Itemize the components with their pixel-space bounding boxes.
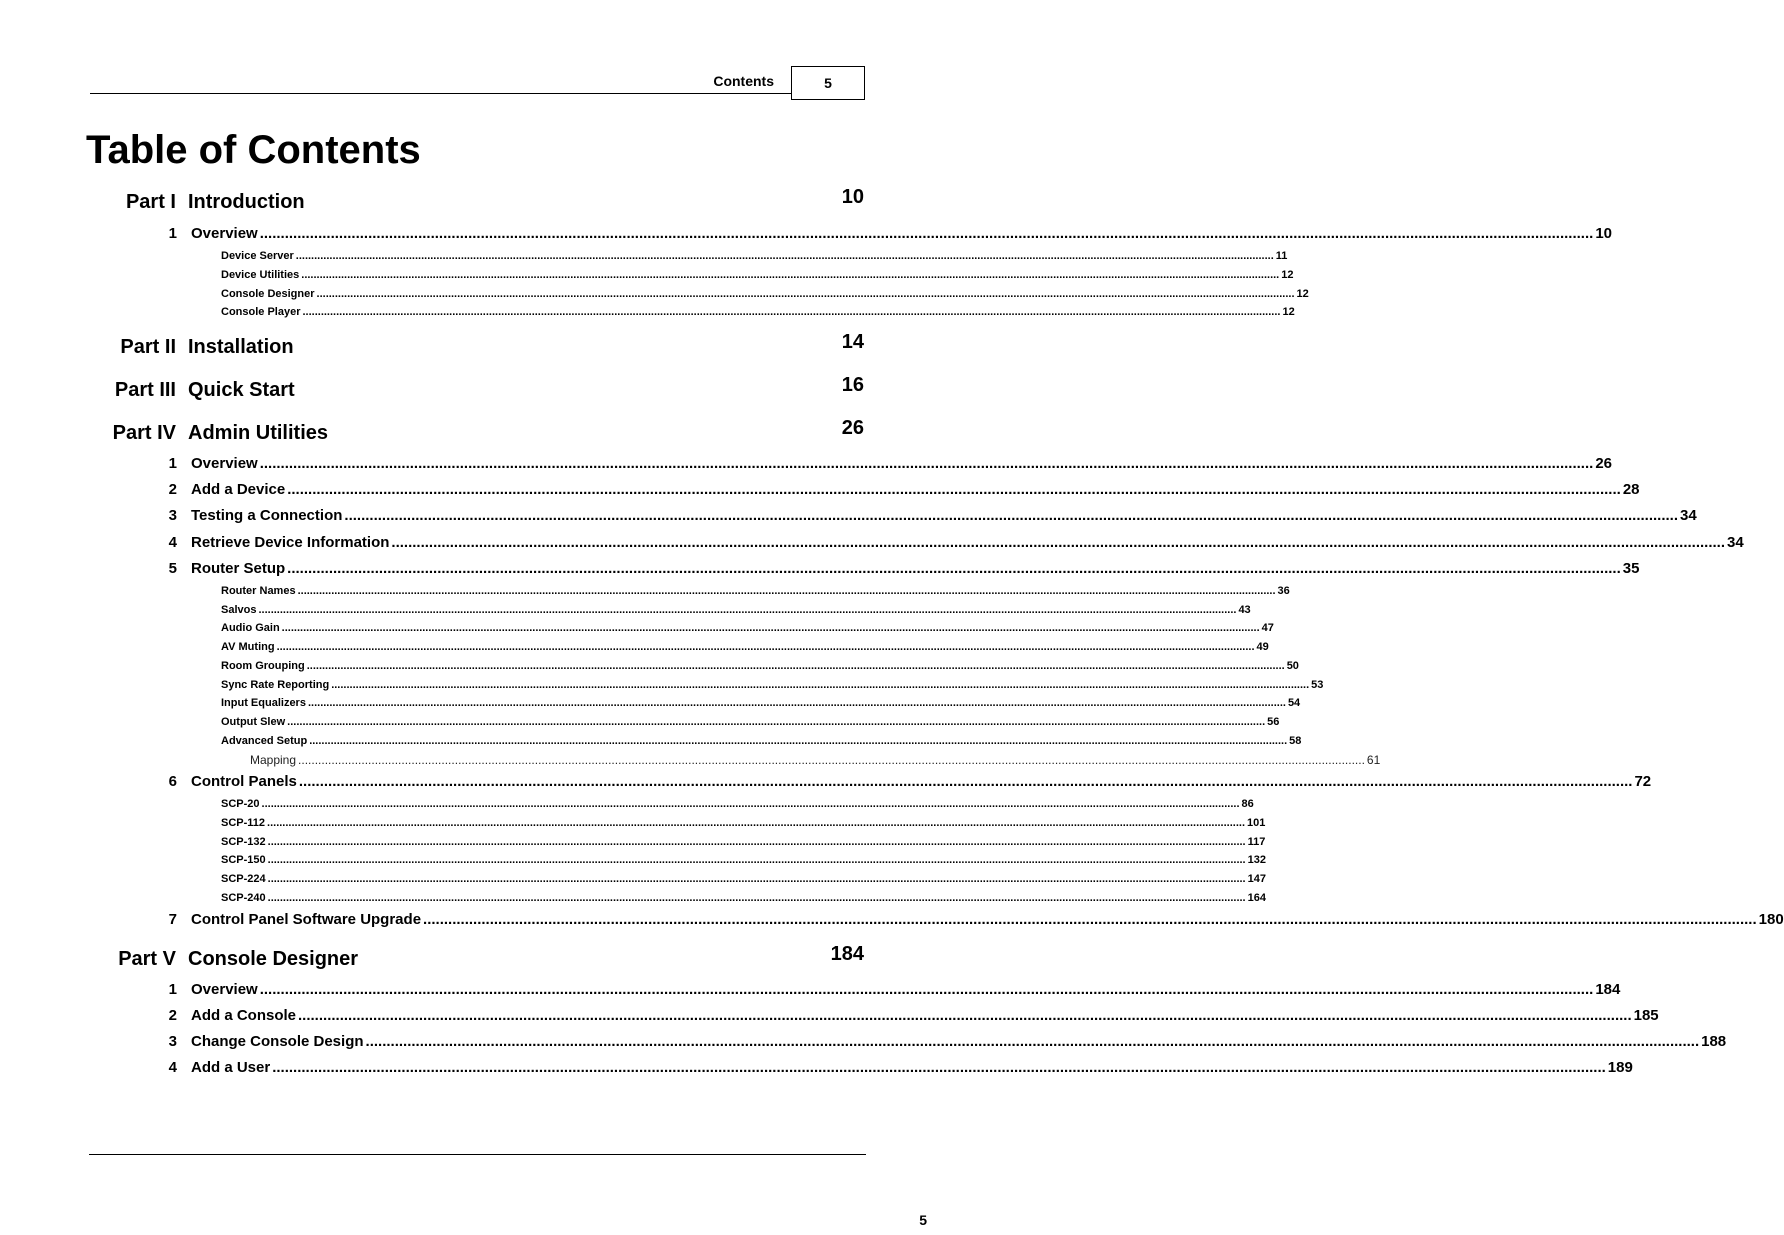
dot-leader (298, 1007, 1632, 1024)
toc-subentry[interactable] (221, 716, 1280, 732)
entry-label: AV Muting (221, 641, 275, 653)
dot-leader (317, 288, 1295, 300)
entry-label: Overview (191, 225, 258, 242)
entry-page: 132 (1247, 854, 1266, 866)
toc-subentry[interactable] (221, 622, 1274, 638)
entry-number: 1 (168, 981, 177, 998)
entry-page: 189 (1607, 1059, 1633, 1076)
part-title: Introduction (188, 191, 305, 213)
entry-page: 34 (1680, 507, 1697, 524)
toc-subentry[interactable] (221, 269, 1294, 285)
entry-page: 188 (1701, 1033, 1727, 1050)
dot-leader (309, 735, 1287, 747)
dot-leader (260, 225, 1594, 242)
dot-leader (260, 981, 1594, 998)
entry-number: 3 (168, 507, 177, 524)
dot-leader (258, 604, 1236, 616)
footer-rule (89, 1154, 866, 1155)
dot-leader (260, 455, 1594, 472)
toc-subentry[interactable] (221, 836, 1266, 852)
entry-page: 53 (1311, 679, 1324, 691)
entry-page: 101 (1247, 817, 1266, 829)
dot-leader (308, 697, 1286, 709)
dot-leader (282, 622, 1260, 634)
entry-label: SCP-112 (221, 817, 266, 829)
entry-number: 1 (168, 455, 177, 472)
toc-subentry[interactable] (221, 817, 1266, 833)
part-label: Part IV (112, 422, 176, 444)
dot-leader (268, 854, 1246, 866)
entry-label: Control Panels (191, 773, 297, 790)
toc-part-5[interactable] (0, 943, 954, 973)
entry-label: Device Server (221, 250, 294, 262)
entry-label: SCP-132 (221, 836, 266, 848)
entry-number: 4 (168, 1059, 177, 1076)
dot-leader (267, 817, 1245, 829)
entry-label: Add a Console (191, 1007, 297, 1024)
part-title: Installation (188, 336, 294, 358)
entry-page: 72 (1634, 773, 1652, 790)
dot-leader (299, 773, 1633, 790)
part-page: 26 (841, 417, 864, 439)
entry-page: 180 (1758, 911, 1784, 928)
entry-page: 50 (1286, 660, 1299, 672)
entry-page: 28 (1622, 481, 1640, 498)
entry-page: 10 (1595, 225, 1612, 242)
toc-subentry[interactable] (221, 604, 1251, 620)
toc-entry[interactable] (168, 911, 1784, 931)
entry-page: 56 (1267, 716, 1280, 728)
toc-entry[interactable] (168, 1007, 1659, 1027)
toc-part-1[interactable] (0, 186, 954, 216)
entry-number: 5 (168, 560, 177, 577)
entry-page: 12 (1282, 306, 1295, 318)
dot-leader (423, 911, 1757, 928)
entry-label: Advanced Setup (221, 735, 308, 747)
dot-leader (298, 585, 1276, 597)
entry-label: Audio Gain (221, 622, 280, 634)
entry-page: 49 (1256, 641, 1269, 653)
dot-leader (298, 753, 1365, 767)
toc-part-2[interactable] (0, 331, 954, 361)
entry-label: Output Slew (221, 716, 286, 728)
part-page: 10 (841, 186, 864, 208)
entry-label: Console Designer (221, 288, 315, 300)
dot-leader (268, 873, 1246, 885)
entry-page: 34 (1727, 534, 1744, 551)
entry-label: Overview (191, 981, 258, 998)
toc-subsubentry[interactable] (250, 753, 1381, 769)
dot-leader (268, 892, 1246, 904)
toc-part-3[interactable] (0, 374, 954, 404)
entry-page: 11 (1275, 250, 1288, 262)
part-page: 16 (841, 374, 864, 396)
toc-part-4[interactable] (0, 417, 954, 447)
entry-page: 184 (1595, 981, 1621, 998)
entry-number: 4 (168, 534, 177, 551)
toc-subentry[interactable] (221, 306, 1295, 322)
entry-page: 164 (1247, 892, 1266, 904)
running-header-page-number: 5 (791, 66, 865, 100)
part-page: 184 (830, 943, 864, 965)
toc-subentry[interactable] (221, 873, 1266, 889)
entry-label: Overview (191, 455, 258, 472)
toc-entry[interactable] (168, 1033, 1727, 1053)
dot-leader (391, 534, 1725, 551)
toc-entry[interactable] (168, 534, 1744, 554)
entry-page: 54 (1287, 697, 1301, 709)
toc-subentry[interactable] (221, 798, 1254, 814)
dot-leader (331, 679, 1309, 691)
entry-page: 86 (1241, 798, 1254, 810)
toc-subentry[interactable] (221, 660, 1299, 676)
dot-leader (366, 1033, 1700, 1050)
entry-label: Change Console Design (191, 1033, 364, 1050)
entry-label: Console Player (221, 306, 301, 318)
toc-entry[interactable] (168, 773, 1652, 793)
entry-label: Add a User (191, 1059, 271, 1076)
dot-leader (268, 836, 1246, 848)
toc-entry[interactable] (168, 225, 1612, 245)
toc-subentry[interactable] (221, 641, 1269, 657)
entry-label: Testing a Connection (191, 507, 343, 524)
entry-label: Router Names (221, 585, 296, 597)
running-header-title: Contents (713, 73, 774, 89)
entry-label: Router Setup (191, 560, 286, 577)
entry-label: SCP-240 (221, 892, 266, 904)
entry-page: 36 (1277, 585, 1290, 597)
entry-page: 26 (1595, 455, 1612, 472)
toc-subentry[interactable] (221, 735, 1302, 751)
page-title: Table of Contents (86, 128, 421, 172)
toc-entry[interactable] (168, 1059, 1633, 1079)
entry-label: Device Utilities (221, 269, 300, 281)
entry-label: SCP-150 (221, 854, 266, 866)
footer-page-number: 5 (919, 1212, 927, 1228)
dot-leader (301, 269, 1279, 281)
entry-label: Sync Rate Reporting (221, 679, 330, 691)
entry-number: 6 (168, 773, 177, 790)
part-label: Part II (120, 336, 176, 358)
part-label: Part V (118, 948, 176, 970)
dot-leader (287, 481, 1621, 498)
dot-leader (344, 507, 1678, 524)
toc-entry[interactable] (168, 455, 1612, 475)
entry-number: 2 (168, 481, 177, 498)
entry-page: 43 (1238, 604, 1251, 616)
entry-page: 61 (1366, 753, 1381, 767)
toc-subentry[interactable] (221, 697, 1301, 713)
entry-label: Salvos (221, 604, 257, 616)
part-title: Console Designer (188, 948, 359, 970)
entry-page: 47 (1261, 622, 1274, 634)
part-title: Quick Start (188, 379, 295, 401)
toc-entry[interactable] (168, 560, 1640, 580)
header-rule (90, 93, 792, 94)
dot-leader (296, 250, 1274, 262)
toc-subentry[interactable] (221, 250, 1288, 266)
entry-page: 185 (1633, 1007, 1659, 1024)
toc-entry[interactable] (168, 981, 1621, 1001)
dot-leader (287, 560, 1621, 577)
entry-label: Add a Device (191, 481, 286, 498)
entry-number: 2 (168, 1007, 177, 1024)
toc-subentry[interactable] (221, 892, 1266, 908)
part-page: 14 (841, 331, 864, 353)
part-label: Part I (125, 191, 176, 213)
entry-number: 1 (168, 225, 177, 242)
dot-leader (272, 1059, 1606, 1076)
dot-leader (277, 641, 1255, 653)
dot-leader (302, 306, 1280, 318)
toc-entry[interactable] (168, 481, 1640, 501)
toc-subentry[interactable] (221, 854, 1266, 870)
part-label: Part III (114, 379, 176, 401)
entry-label: SCP-224 (221, 873, 266, 885)
entry-label: Room Grouping (221, 660, 305, 672)
dot-leader (287, 716, 1265, 728)
entry-label: Retrieve Device Information (191, 534, 390, 551)
dot-leader (262, 798, 1240, 810)
toc-subentry[interactable] (221, 679, 1324, 695)
dot-leader (307, 660, 1285, 672)
entry-page: 117 (1247, 836, 1266, 848)
toc-entry[interactable] (168, 507, 1697, 527)
entry-page: 147 (1247, 873, 1266, 885)
toc-subentry[interactable] (221, 288, 1309, 304)
entry-label: SCP-20 (221, 798, 260, 810)
entry-label: Control Panel Software Upgrade (191, 911, 422, 928)
entry-number: 3 (168, 1033, 177, 1050)
entry-page: 58 (1289, 735, 1302, 747)
entry-page: 35 (1622, 560, 1640, 577)
entry-page: 12 (1281, 269, 1294, 281)
entry-label: Input Equalizers (221, 697, 306, 709)
entry-label: Mapping (250, 753, 297, 767)
toc-subentry[interactable] (221, 585, 1290, 601)
entry-page: 12 (1296, 288, 1309, 300)
part-title: Admin Utilities (188, 422, 329, 444)
entry-number: 7 (168, 911, 177, 928)
